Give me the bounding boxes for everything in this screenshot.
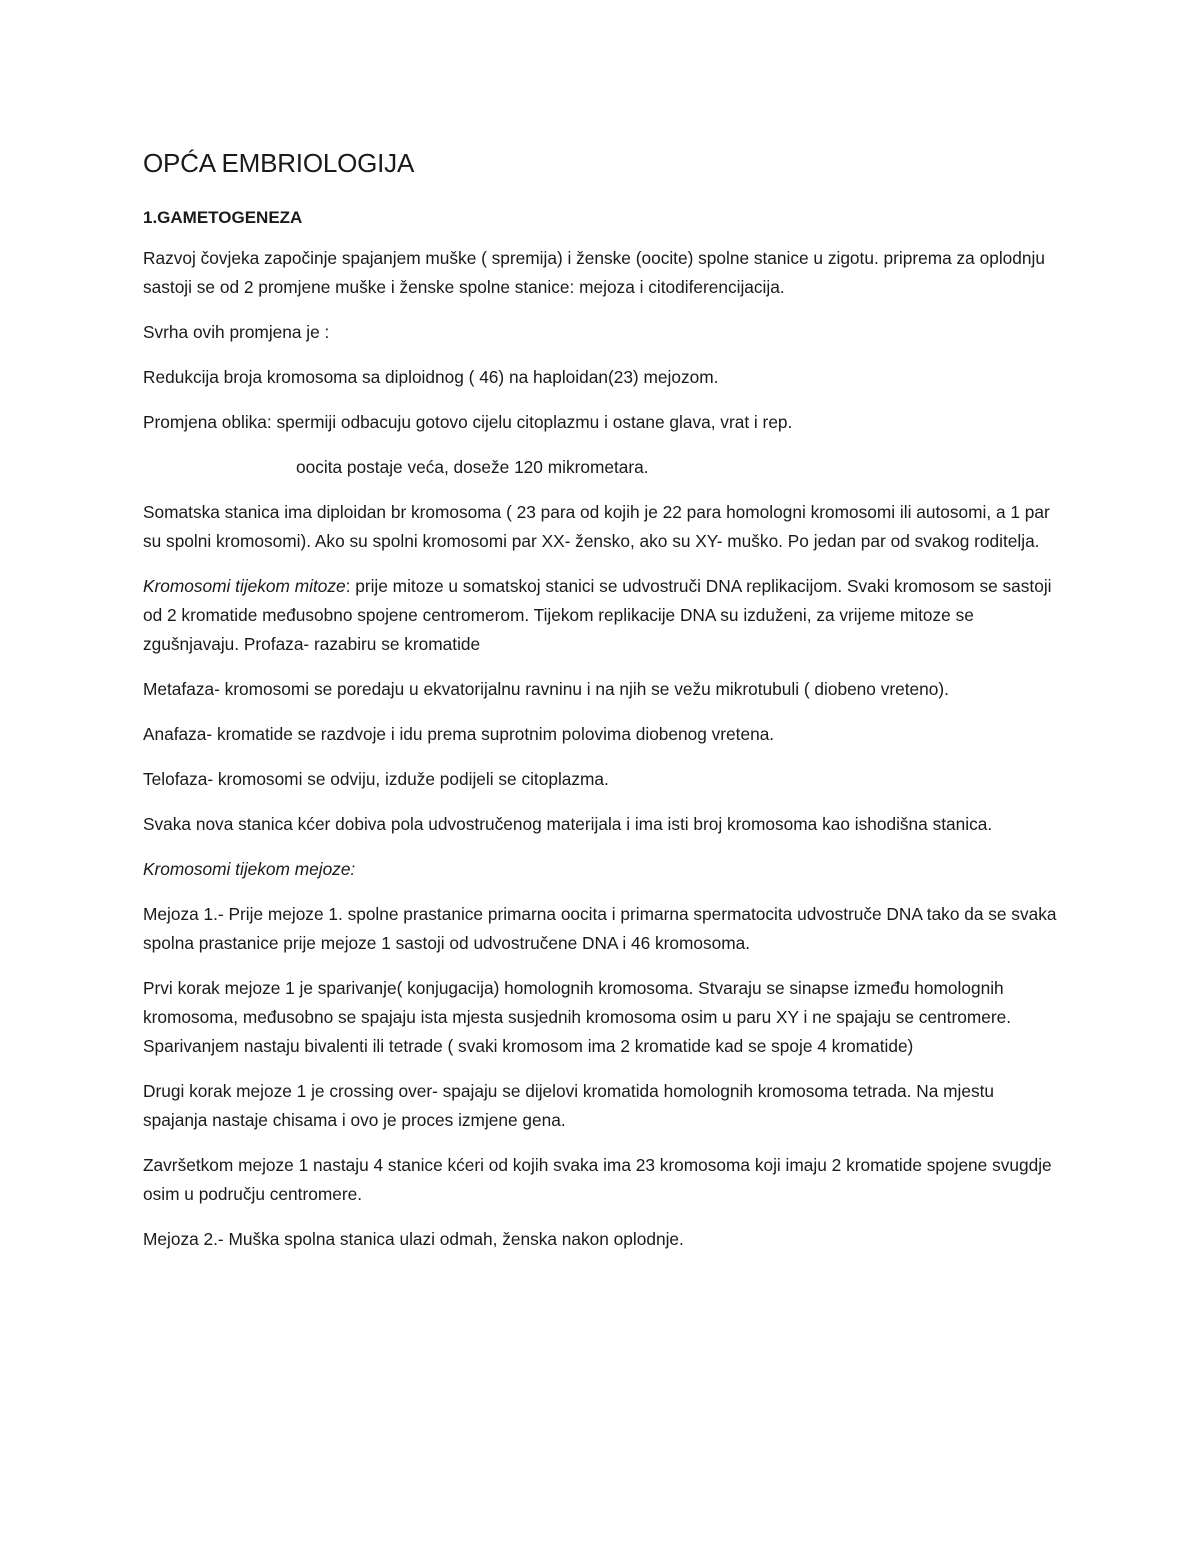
paragraph-shape-change: Promjena oblika: spermiji odbacuju gotovo cijelu citoplazmu i ostane glava, vrat i rep.: [143, 412, 793, 432]
paragraph-oocyte-size: oocita postaje veća, doseže 120 mikrometara.: [296, 457, 649, 477]
paragraph-meiosis-1: Mejoza 1.- Prije mejoze 1. spolne prastanice primarna oocita i primarna spermatocita udvostruče DNA tako da se svaka spolna prastanice prije mejoze 1 sastoji od udvostručene DNA i 46 kromosoma.: [143, 904, 1057, 953]
paragraph-intro: Razvoj čovjeka započinje spajanjem muške ( spremija) i ženske (oocite) spolne stanice u zigotu. priprema za oplodnju sastoji se od 2 promjene muške i ženske spolne stanice: mejoza i citodiferencijacija.: [143, 248, 1045, 297]
paragraph-meiosis-2: Mejoza 2.- Muška spolna stanica ulazi odmah, ženska nakon oplodnje.: [143, 1229, 684, 1249]
paragraph-purpose: Svrha ovih promjena je :: [143, 322, 330, 342]
paragraph-meiosis-step-2: Drugi korak mejoze 1 je crossing over- spajaju se dijelovi kromatida homolognih kromosoma tetrada. Na mjestu spajanja nastaje chisama i ovo je proces izmjene gena.: [143, 1081, 995, 1130]
paragraph-anaphase: Anafaza- kromatide se razdvoje i idu prema suprotnim polovima diobenog vretena.: [143, 724, 775, 744]
mitosis-text: : prije mitoze u somatskoj stanici se udvostruči DNA replikacijom. Svaki kromosom se sastoji od 2 kromatide međusobno spojene centromerom. Tijekom replikacije DNA su izduženi, za vrijeme mitoze se zgušnjavaju. Profaza- razabiru se kromatide: [143, 576, 1052, 654]
paragraph-telophase: Telofaza- kromosomi se odviju, izduže podijeli se citoplazma.: [143, 769, 609, 789]
document-title: OPĆA EMBRIOLOGIJA: [143, 148, 415, 178]
document-page: [143, 146, 1063, 1270]
paragraph-mitosis: [143, 572, 1063, 659]
paragraph-meiosis-end: Završetkom mejoze 1 nastaju 4 stanice kćeri od kojih svaka ima 23 kromosoma koji imaju 2 kromatide spojene svugdje osim u području centromere.: [143, 1155, 1052, 1204]
paragraph-meiosis-heading: Kromosomi tijekom mejoze:: [143, 859, 356, 879]
paragraph-somatic-cell: Somatska stanica ima diploidan br kromosoma ( 23 para od kojih je 22 para homologni kromosomi ili autosomi, a 1 par su spolni kromosomi). Ako su spolni kromosomi par XX- žensko, ako su XY- muško. Po jedan par od svakog roditelja.: [143, 502, 1050, 551]
paragraph-meiosis-step-1: Prvi korak mejoze 1 je sparivanje( konjugacija) homolognih kromosoma. Stvaraju se sinapse između homolognih kromosoma, međusobno se spajaju ista mjesta susjednih kromosoma osim u paru XY i ne spajaju se centromere. Sparivanjem nastaju bivalenti ili tetrade ( svaki kromosom ima 2 kromatide kad se spoje 4 kromatide): [143, 978, 1012, 1056]
paragraph-metaphase: Metafaza- kromosomi se poredaju u ekvatorijalnu ravninu i na njih se vežu mikrotubuli ( diobeno vreteno).: [143, 679, 949, 699]
mitosis-label: Kromosomi tijekom mitoze: [143, 576, 346, 596]
section-heading: 1.GAMETOGENEZA: [143, 208, 303, 227]
paragraph-daughter-cell: Svaka nova stanica kćer dobiva pola udvostručenog materijala i ima isti broj kromosoma kao ishodišna stanica.: [143, 814, 993, 834]
paragraph-reduction: Redukcija broja kromosoma sa diploidnog ( 46) na haploidan(23) mejozom.: [143, 367, 719, 387]
